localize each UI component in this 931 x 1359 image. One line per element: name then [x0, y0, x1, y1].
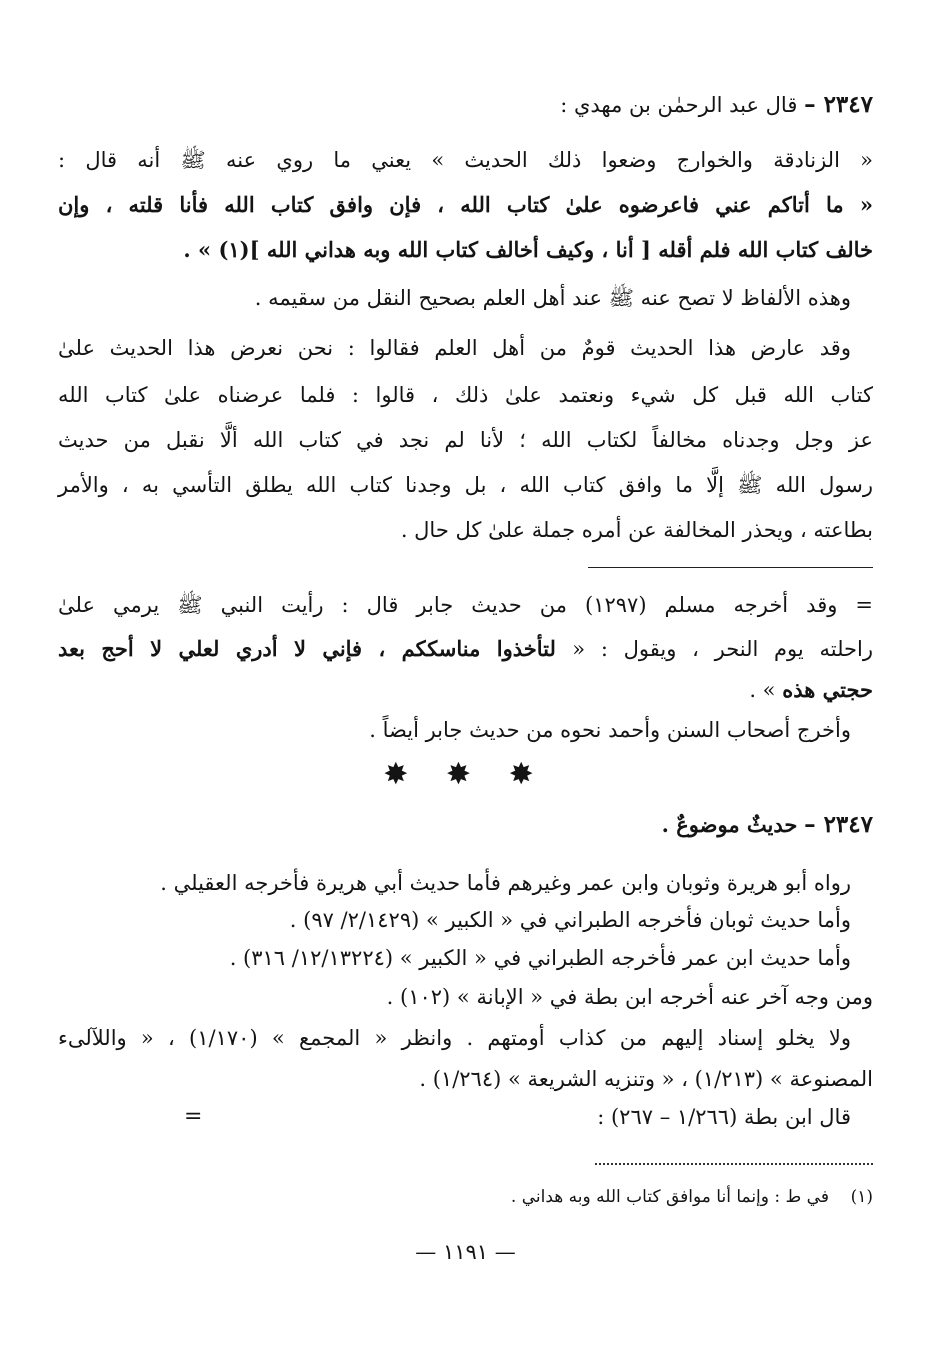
- footnote-text: راحلته يوم النحر ، ويقول : «: [572, 637, 873, 661]
- takhrij-line: رواه أبو هريرة وثوبان وابن عمر وغيرهم فأما حديث أبي هريرة فأخرجه العقيلي .: [160, 871, 851, 895]
- footnote-dotted-rule: [595, 1163, 873, 1165]
- entry-heading: [58, 810, 873, 840]
- paragraph-line: رسول الله ﷺ إلَّا ما وافق كتاب الله ، بل وجدنا كتاب الله يطلق التأسي به ، والأمر: [58, 473, 873, 497]
- takhrij-line: وأما حديث ثوبان فأخرجه الطبراني في « الكبير » (٢/١٤٢٩/ ٩٧) .: [289, 908, 851, 932]
- paragraph-line: « الزنادقة والخوارج وضعوا ذلك الحديث » يعني ما روي عنه ﷺ أنه قال :: [58, 148, 873, 172]
- footnote-text: في ط : وإنما أنا موافق كتاب الله وبه هداني .: [510, 1187, 829, 1207]
- entry-number: ٢٣٤٧ –: [804, 91, 873, 118]
- entry-heading-text: قال عبد الرحمٰن بن مهدي :: [560, 93, 798, 117]
- paragraph-line: وقد عارض هذا الحديث قومٌ من أهل العلم فقالوا : نحن نعرض هذا الحديث علىٰ: [58, 336, 851, 360]
- takhrij-line: قال ابن بطة (١/٢٦٦ – ٢٦٧) :: [597, 1105, 851, 1129]
- footnote-text: » .: [749, 678, 783, 702]
- entry-heading: [58, 90, 873, 120]
- hadith-quote: لتأخذوا مناسككم ، فإني لا أدري لعلي لا أحج بعد: [58, 636, 573, 661]
- paragraph-line: كتاب الله قبل كل شيء ونعتمد علىٰ ذلك ، قالوا : فلما عرضناه علىٰ كتاب الله: [58, 383, 873, 407]
- footnote: [58, 1182, 873, 1212]
- continuation-mark: =: [184, 1104, 203, 1129]
- takhrij-line: ومن وجه آخر عنه أخرجه ابن بطة في « الإبانة » (١٠٢) .: [386, 985, 873, 1009]
- footnote-line: وأخرج أصحاب السنن وأحمد نحوه من حديث جابر أيضاً .: [369, 718, 851, 742]
- hadith-quote: حجتي هذه: [782, 677, 873, 702]
- footnote-line: = وقد أخرجه مسلم (١٢٩٧) من حديث جابر قال : رأيت النبي ﷺ يرمي علىٰ: [58, 593, 874, 617]
- footnote-separator-rule: [588, 567, 873, 568]
- section-separator-stars: ✸ ✸ ✸: [383, 757, 548, 792]
- takhrij-line: المصنوعة » (١/٢١٣) ، « وتنزيه الشريعة » (١/٢٦٤) .: [419, 1067, 873, 1091]
- entry-heading-text: حديثٌ موضوعٌ .: [661, 812, 798, 837]
- page-number: — ١١٩١ —: [415, 1240, 516, 1264]
- paragraph-line: عز وجل وجدناه مخالفاً لكتاب الله ؛ لأنا لم نجد في كتاب الله ألَّا نقبل من حديث: [58, 428, 873, 452]
- hadith-quote-line: خالف كتاب الله فلم أقله [ أنا ، وكيف أخالف كتاب الله وبه هداني الله ](١) » .: [183, 237, 873, 262]
- footnote-line: [58, 634, 873, 664]
- footnote-line: [58, 675, 873, 705]
- takhrij-line: وأما حديث ابن عمر فأخرجه الطبراني في « الكبير » (١٢/١٣٢٢٤/ ٣١٦) .: [229, 946, 851, 970]
- entry-number: ٢٣٤٧ –: [804, 811, 873, 838]
- paragraph-line: وهذه الألفاظ لا تصح عنه ﷺ عند أهل العلم بصحيح النقل من سقيمه .: [254, 286, 851, 310]
- takhrij-line: ولا يخلو إسناد إليهم من كذاب أومتهم . وانظر « المجمع » (١/١٧٠) ، « واللآلىء: [58, 1026, 852, 1050]
- paragraph-line: بطاعته ، ويحذر المخالفة عن أمره جملة علىٰ كل حال .: [400, 518, 873, 542]
- hadith-quote-line: « ما أتاكم عني فاعرضوه علىٰ كتاب الله ، فإن وافق كتاب الله فأنا قلته ، وإن: [58, 192, 873, 217]
- footnote-number: (١): [850, 1187, 873, 1207]
